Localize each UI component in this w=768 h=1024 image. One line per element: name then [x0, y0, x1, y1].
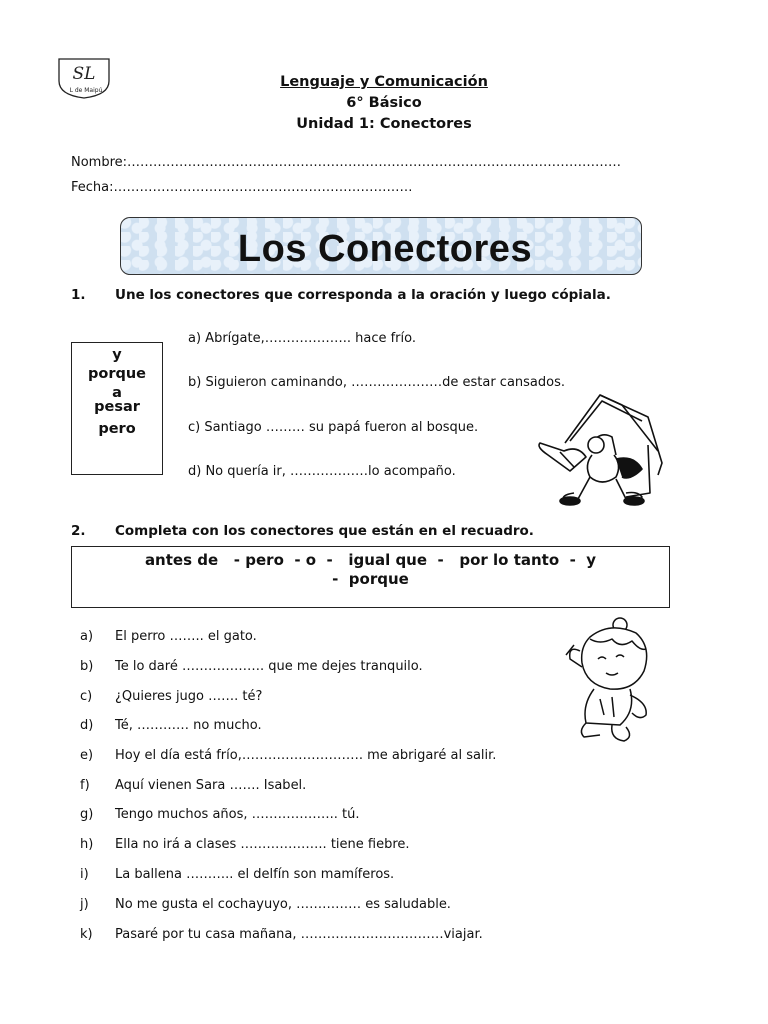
question-1-number: 1. — [71, 287, 86, 303]
question-1 — [71, 287, 611, 303]
fill-item[interactable]: h) Ella no irá a clases ……………….. tiene fiebre. — [80, 837, 410, 852]
subject-title: Lenguaje y Comunicación — [280, 74, 488, 90]
word-bank-text: antes de - pero - o - igual que - por lo tanto - y - porque — [144, 551, 597, 588]
girl-thinking-illustration — [560, 615, 660, 745]
unit-title: Unidad 1: Conectores — [296, 116, 472, 132]
name-field[interactable]: Nombre:…………………………………………………………………………………………………… — [71, 155, 622, 170]
connector-word: y — [112, 347, 122, 363]
question-1-text: Une los conectores que corresponda a la oración y luego cópiala. — [115, 287, 611, 303]
fill-item[interactable]: d) Té, ………… no mucho. — [80, 718, 262, 733]
fill-item[interactable]: a) El perro …….. el gato. — [80, 629, 257, 644]
connectors-box — [71, 342, 163, 475]
matching-item[interactable]: d) No quería ir, ………………lo acompaño. — [188, 464, 456, 479]
grade-title: 6° Básico — [346, 95, 422, 111]
dog-reading-illustration — [530, 385, 670, 520]
question-2-number: 2. — [71, 523, 86, 539]
svg-text:L de Maipú: L de Maipú — [69, 87, 103, 94]
banner-title: Los Conectores — [237, 228, 533, 270]
connector-word: pesar — [94, 399, 140, 415]
fill-item[interactable]: k) Pasaré por tu casa mañana, ……………………………viajar. — [80, 927, 483, 942]
fill-item[interactable]: e) Hoy el día está frío,………………………. me abrigaré al salir. — [80, 748, 497, 763]
fill-item[interactable]: c) ¿Quieres jugo ……. té? — [80, 689, 263, 704]
matching-item[interactable]: a) Abrígate,……………….. hace frío. — [188, 331, 416, 346]
question-2-text: Completa con los conectores que están en el recuadro. — [115, 523, 534, 539]
fill-item[interactable]: j) No me gusta el cochayuyo, …………… es saludable. — [80, 897, 451, 912]
svg-text:SL: SL — [72, 64, 96, 84]
matching-item[interactable]: c) Santiago ……… su papá fueron al bosque. — [188, 420, 479, 435]
matching-item[interactable]: b) Siguieron caminando, …………………de estar cansados. — [188, 375, 566, 390]
fill-item[interactable]: f) Aquí vienen Sara ……. Isabel. — [80, 778, 307, 793]
fill-item[interactable]: g) Tengo muchos años, ……………….. tú. — [80, 807, 360, 822]
fill-item[interactable]: b) Te lo daré ………………. que me dejes tranquilo. — [80, 659, 423, 674]
fill-item[interactable]: i) La ballena ……….. el delfín son mamíferos. — [80, 867, 395, 882]
date-field[interactable]: Fecha:…………………………………………………………… — [71, 180, 413, 195]
connector-word: porque — [87, 366, 147, 382]
connector-word: pero — [98, 421, 136, 437]
connector-word: a — [112, 385, 122, 401]
question-2 — [71, 523, 534, 539]
word-bank-box — [71, 546, 670, 608]
